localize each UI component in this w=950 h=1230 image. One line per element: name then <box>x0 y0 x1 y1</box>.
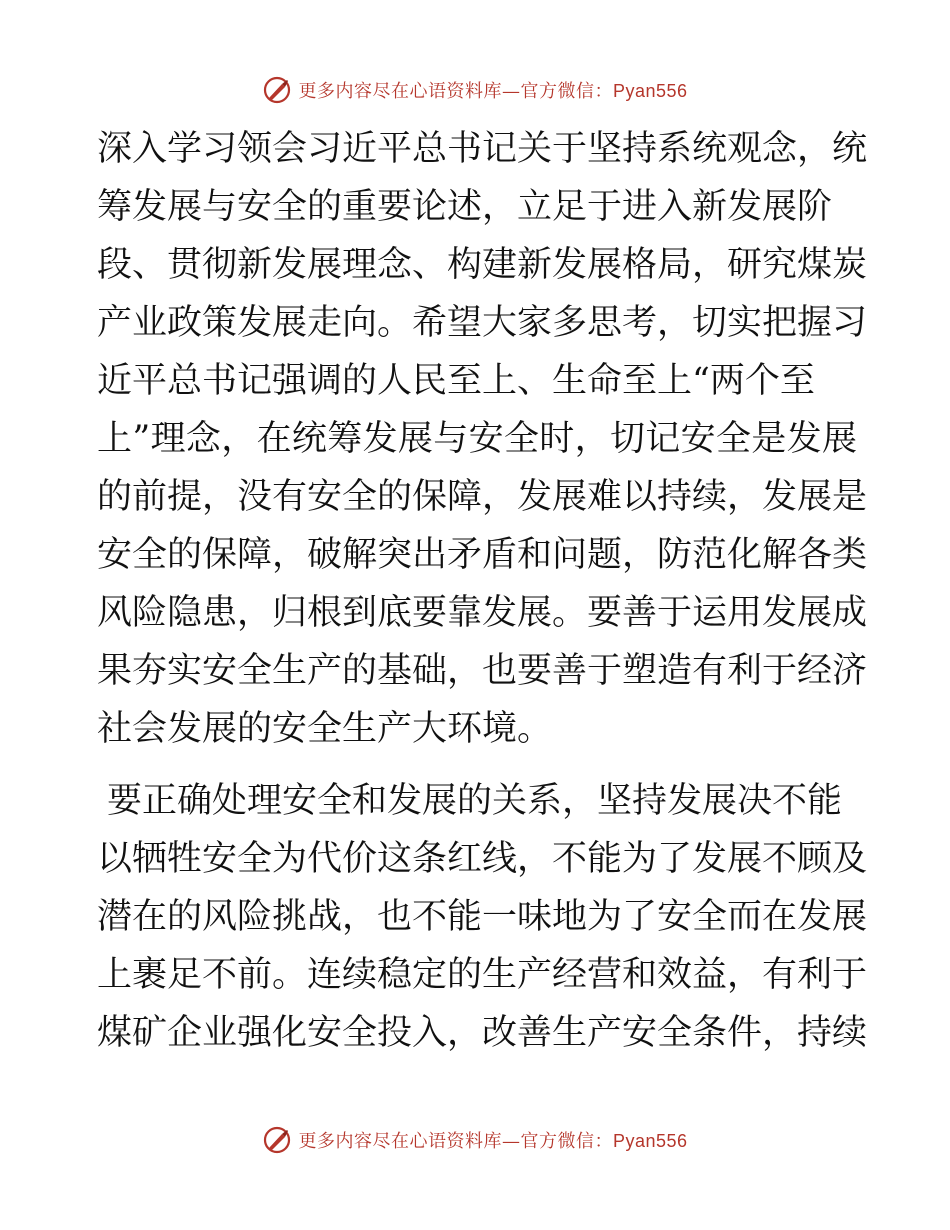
text-line: 的前提，没有安全的保障，发展难以持续，发展是 <box>97 477 868 517</box>
paragraph-spacer <box>97 758 857 772</box>
text-line: 段、贯彻新发展理念、构建新发展格局，研究煤炭 <box>97 245 868 285</box>
text-line: 安全的保障，破解突出矛盾和问题，防范化解各类 <box>97 535 868 575</box>
footer-banner <box>0 1120 950 1160</box>
text-line: 上裹足不前。连续稳定的生产经营和效益，有利于 <box>97 955 868 995</box>
quill-pen-logo-icon <box>262 1125 292 1155</box>
text-line: 近平总书记强调的人民至上、生命至上“两个至 <box>97 361 815 401</box>
text-line: 社会发展的安全生产大环境。 <box>97 709 553 749</box>
text-line: 果夯实安全生产的基础，也要善于塑造有利于经济 <box>97 651 868 691</box>
text-line: 风险隐患，归根到底要靠发展。要善于运用发展成 <box>97 593 868 633</box>
text-line: 深入学习领会习近平总书记关于坚持系统观念，统 <box>97 129 868 169</box>
quill-pen-logo-icon <box>262 75 292 105</box>
text-line: 煤矿企业强化安全投入，改善生产安全条件，持续 <box>97 1013 868 1053</box>
header-banner <box>0 70 950 110</box>
header-banner-text <box>298 77 687 103</box>
paragraph-2 <box>97 772 868 1062</box>
footer-banner-label: 更多内容尽在心语资料库—官方微信： <box>298 1131 613 1152</box>
footer-wechat-id: Pyan556 <box>612 1131 688 1151</box>
text-line: 上”理念，在统筹发展与安全时，切记安全是发展 <box>97 419 857 459</box>
document-body <box>97 120 868 1062</box>
text-line: 产业政策发展走向。希望大家多思考，切实把握习 <box>97 303 868 343</box>
text-line: 筹发展与安全的重要论述，立足于进入新发展阶 <box>97 187 833 227</box>
text-line: 以牺牲安全为代价这条红线，不能为了发展不顾及 <box>97 839 868 879</box>
text-line: 潜在的风险挑战，也不能一味地为了安全而在发展 <box>97 897 868 937</box>
text-line: 要正确处理安全和发展的关系，坚持发展决不能 <box>107 781 843 821</box>
footer-banner-text <box>298 1127 687 1153</box>
header-banner-label: 更多内容尽在心语资料库—官方微信： <box>298 81 613 102</box>
paragraph-1 <box>97 120 868 758</box>
header-wechat-id: Pyan556 <box>612 81 688 101</box>
